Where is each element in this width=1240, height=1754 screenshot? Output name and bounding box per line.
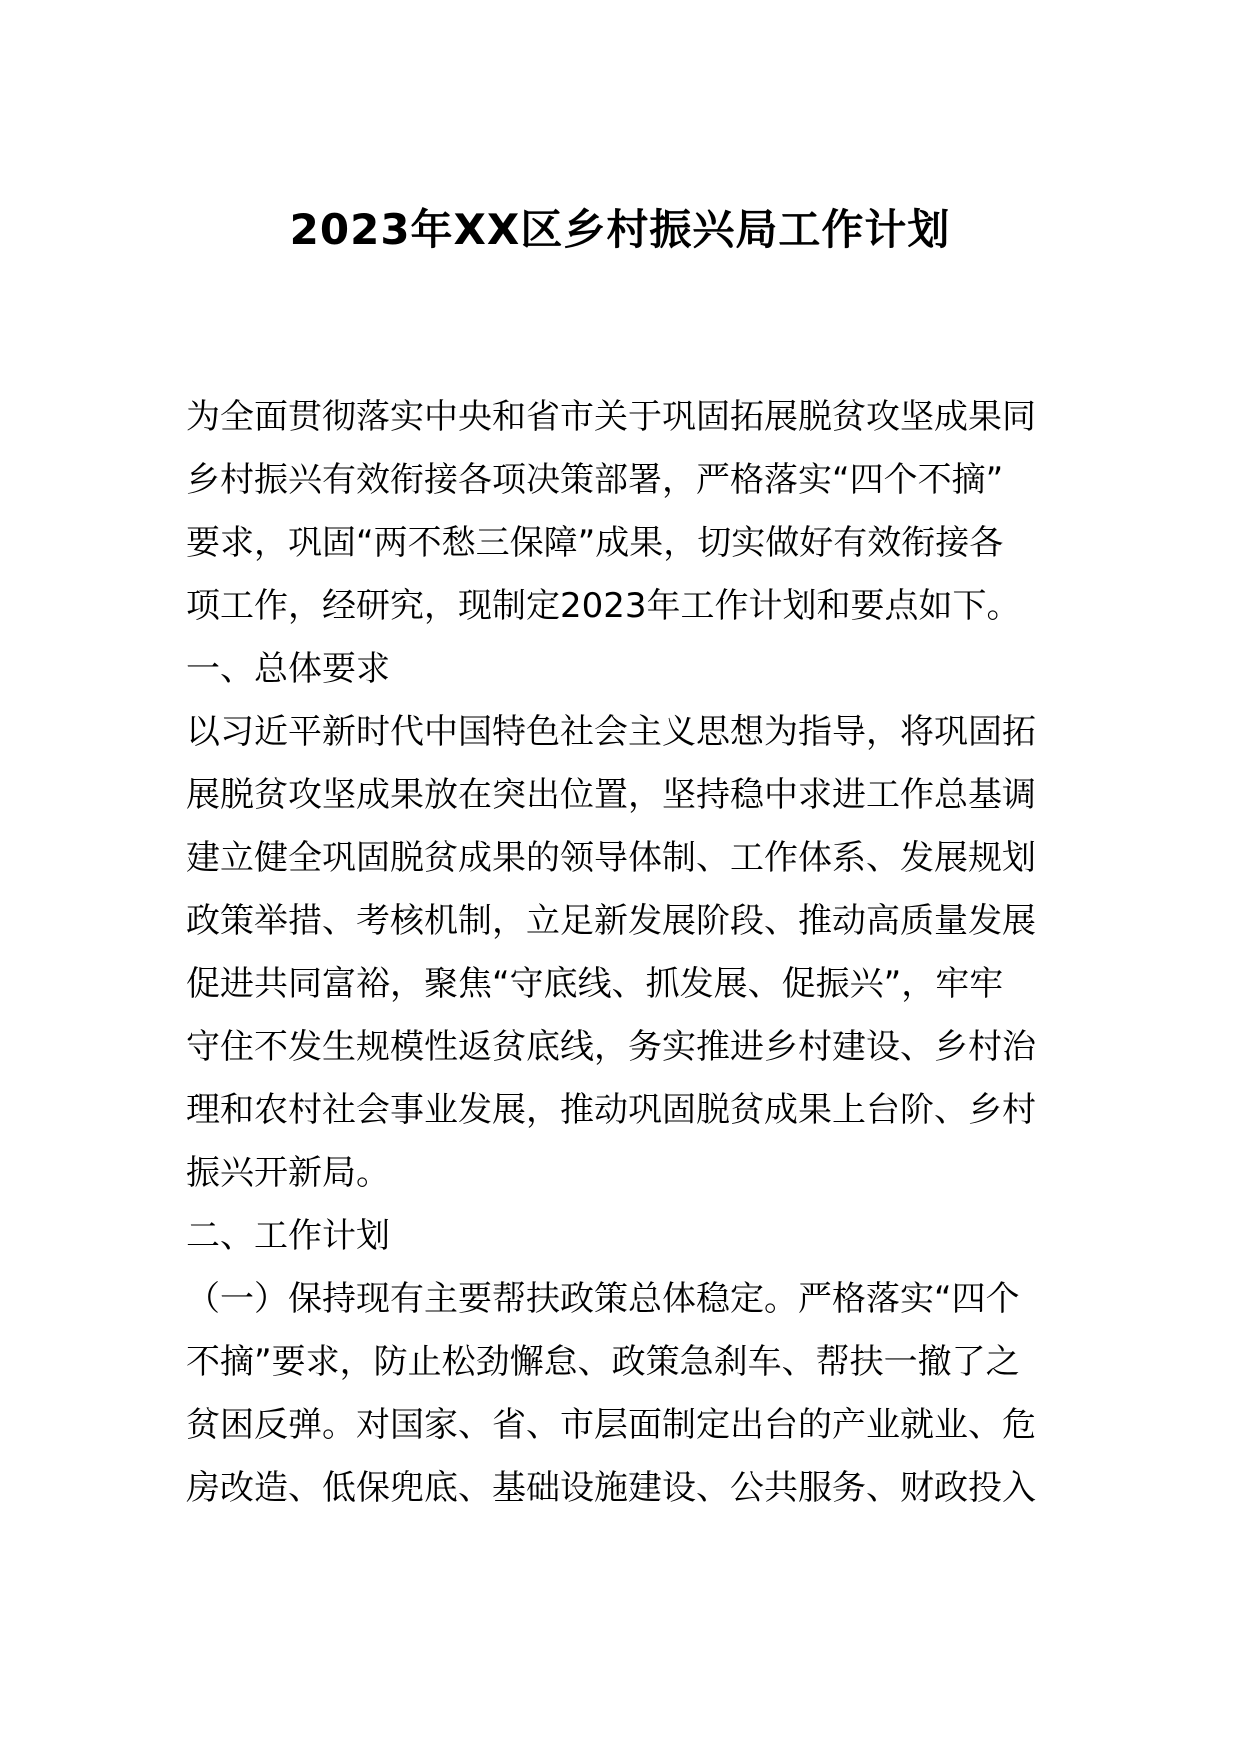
body-line: 政策举措、考核机制，立足新发展阶段、推动高质量发展: [186, 901, 1036, 941]
body-line: 项工作，经研究，现制定2023年工作计划和要点如下。: [186, 586, 1021, 626]
body-line: 乡村振兴有效衔接各项决策部署，严格落实“四个不摘”: [186, 460, 1004, 500]
body-line: 促进共同富裕，聚焦“守底线、抓发展、促振兴”，牢牢: [186, 964, 1004, 1004]
section-heading-work-plan: 二、工作计划: [186, 1216, 390, 1256]
body-line: 要求，巩固“两不愁三保障”成果，切实做好有效衔接各: [186, 523, 1004, 563]
body-line: 建立健全巩固脱贫成果的领导体制、工作体系、发展规划: [186, 838, 1036, 878]
body-line: 不摘”要求，防止松劲懈怠、政策急刹车、帮扶一撤了之: [186, 1342, 1020, 1382]
body-line: 以习近平新时代中国特色社会主义思想为指导，将巩固拓: [186, 712, 1036, 752]
body-line: 振兴开新局。: [186, 1153, 390, 1193]
section-heading-general-requirements: 一、总体要求: [186, 649, 390, 689]
body-line: 理和农村社会事业发展，推动巩固脱贫成果上台阶、乡村: [186, 1090, 1036, 1130]
body-line: 为全面贯彻落实中央和省市关于巩固拓展脱贫攻坚成果同: [186, 397, 1036, 437]
document-body: [186, 386, 1050, 1520]
body-line: 贫困反弹。对国家、省、市层面制定出台的产业就业、危: [186, 1405, 1036, 1445]
document-title: 2023年XX区乡村振兴局工作计划: [289, 205, 951, 254]
body-line: 守住不发生规模性返贫底线，务实推进乡村建设、乡村治: [186, 1027, 1036, 1067]
body-line: 展脱贫攻坚成果放在突出位置，坚持稳中求进工作总基调: [186, 775, 1036, 815]
body-line: （一）保持现有主要帮扶政策总体稳定。严格落实“四个: [186, 1279, 1020, 1319]
body-line: 房改造、低保兜底、基础设施建设、公共服务、财政投入: [186, 1468, 1036, 1508]
